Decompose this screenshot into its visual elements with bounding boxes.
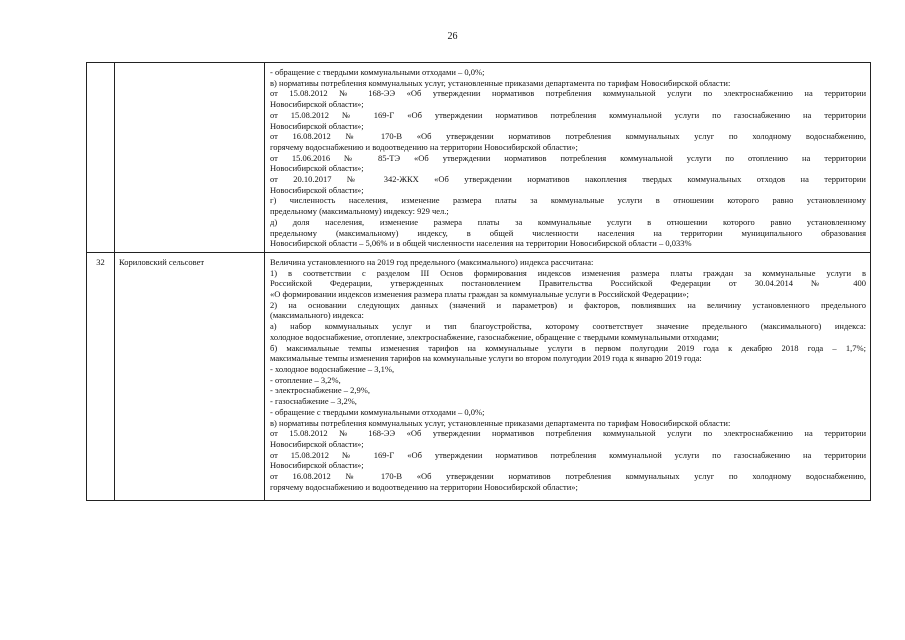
text-line: Новосибирской области – 5,06% и в общей численности населения на территории Новосибирской области – 0,033%	[270, 238, 692, 249]
text-line: (максимального) индекса:	[270, 310, 364, 321]
text-line: - отопление – 3,2%,	[270, 374, 341, 385]
text-line: от 15.08.2012 № 168-ЭЭ «Об утверждении нормативов потребления коммунальной услуги по электроснабжению на территории	[270, 428, 866, 439]
text-line: предельному (максимальному) индексу, в общей численности населения на территории муниципального образования	[270, 227, 866, 238]
text-line: Российской Федерации, утвержденных постановлением Правительства Российской Федерации от 30.04.2014 № 400	[270, 278, 866, 289]
text-line: Новосибирской области»;	[270, 184, 364, 195]
table-row	[87, 252, 871, 500]
index-description	[265, 252, 871, 500]
text-line: Величина установленного на 2019 год предельного (максимального) индекса рассчитана:	[270, 256, 594, 267]
text-line: в) нормативы потребления коммунальных услуг, установленные приказами департамента по тарифам Новосибирской области:	[270, 77, 731, 88]
municipal-index-table	[86, 62, 871, 501]
text-line: от 15.06.2016 № 85-ТЭ «Об утверждении нормативов потребления коммунальной услуги по отоплению на территории	[270, 152, 866, 163]
text-line: г) численность населения, изменение размера платы за коммунальные услуги в отношении которого равно установленному	[270, 195, 866, 206]
text-line: от 16.08.2012 № 170-В «Об утверждении нормативов потребления коммунальных услуг по холодному водоснабжению,	[270, 131, 866, 142]
text-line: д) доля населения, изменение размера платы за коммунальные услуги в отношении которого равно установленному	[270, 216, 866, 227]
text-line: - газоснабжение – 3,2%,	[270, 396, 357, 407]
text-line: Новосибирской области»;	[270, 460, 364, 471]
text-line: 1) в соответствии с разделом III Основ формирования индексов изменения размера платы граждан за коммунальные услуги в	[270, 267, 866, 278]
text-line: от 15.08.2012 № 168-ЭЭ «Об утверждении нормативов потребления коммунальной услуги по электроснабжению на территории	[270, 88, 866, 99]
text-line: горячему водоснабжению и водоотведению на территории Новосибирской области»;	[270, 481, 578, 492]
text-line: от 16.08.2012 № 170-В «Об утверждении нормативов потребления коммунальных услуг по холодному водоснабжению,	[270, 471, 866, 482]
municipality-name: Кориловский сельсовет	[115, 252, 265, 500]
text-line: горячему водоснабжению и водоотведению на территории Новосибирской области»;	[270, 141, 578, 152]
text-line: холодное водоснабжение, отопление, электроснабжение, газоснабжение, обращение с твердыми коммунальными отходами;	[270, 331, 719, 342]
text-line: от 15.08.2012 № 169-Г «Об утверждении нормативов потребления коммунальной услуги по газоснабжению на территории	[270, 449, 866, 460]
text-line: - обращение с твердыми коммунальными отходами – 0,0%;	[270, 67, 485, 77]
municipality-name	[115, 63, 265, 253]
text-line: 2) на основании следующих данных (значений и параметров) и факторов, повлиявших на величину установленного предельного	[270, 299, 866, 310]
text-line: Новосибирской области»;	[270, 120, 364, 131]
text-line: - обращение с твердыми коммунальными отходами – 0,0%;	[270, 406, 485, 417]
index-description	[265, 63, 871, 253]
row-number: 32	[87, 252, 115, 500]
text-line: в) нормативы потребления коммунальных услуг, установленные приказами департамента по тарифам Новосибирской области:	[270, 417, 731, 428]
page-number: 26	[447, 31, 458, 42]
text-line: б) максимальные темпы изменения тарифов на коммунальные услуги в первом полугодии 2019 года к декабрю 2018 года – 1,7%;	[270, 342, 866, 353]
text-line: предельному (максимальному) индексу: 929 чел.;	[270, 206, 449, 217]
text-line: Новосибирской области»;	[270, 99, 364, 110]
text-line: а) набор коммунальных услуг и тип благоустройства, которому соответствует значение предельного (максимального) индекса:	[270, 321, 866, 332]
text-line: от 20.10.2017 № 342-ЖКХ «Об утверждении нормативов накопления твердых коммунальных отходов на территории	[270, 174, 866, 185]
text-line: Новосибирской области»;	[270, 163, 364, 174]
text-line: - электроснабжение – 2,9%,	[270, 385, 370, 396]
table-row	[87, 63, 871, 253]
text-line: от 15.08.2012 № 169-Г «Об утверждении нормативов потребления коммунальной услуги по газоснабжению на территории	[270, 109, 866, 120]
text-line: Новосибирской области»;	[270, 438, 364, 449]
text-line: - холодное водоснабжение – 3,1%,	[270, 363, 395, 374]
text-line: максимальные темпы изменения тарифов на коммунальные услуги во втором полугодии 2019 года к январю 2019 года:	[270, 353, 702, 364]
text-line: «О формировании индексов изменения размера платы граждан за коммунальные услуги в Российской Федерации»;	[270, 289, 689, 300]
row-number	[87, 63, 115, 253]
